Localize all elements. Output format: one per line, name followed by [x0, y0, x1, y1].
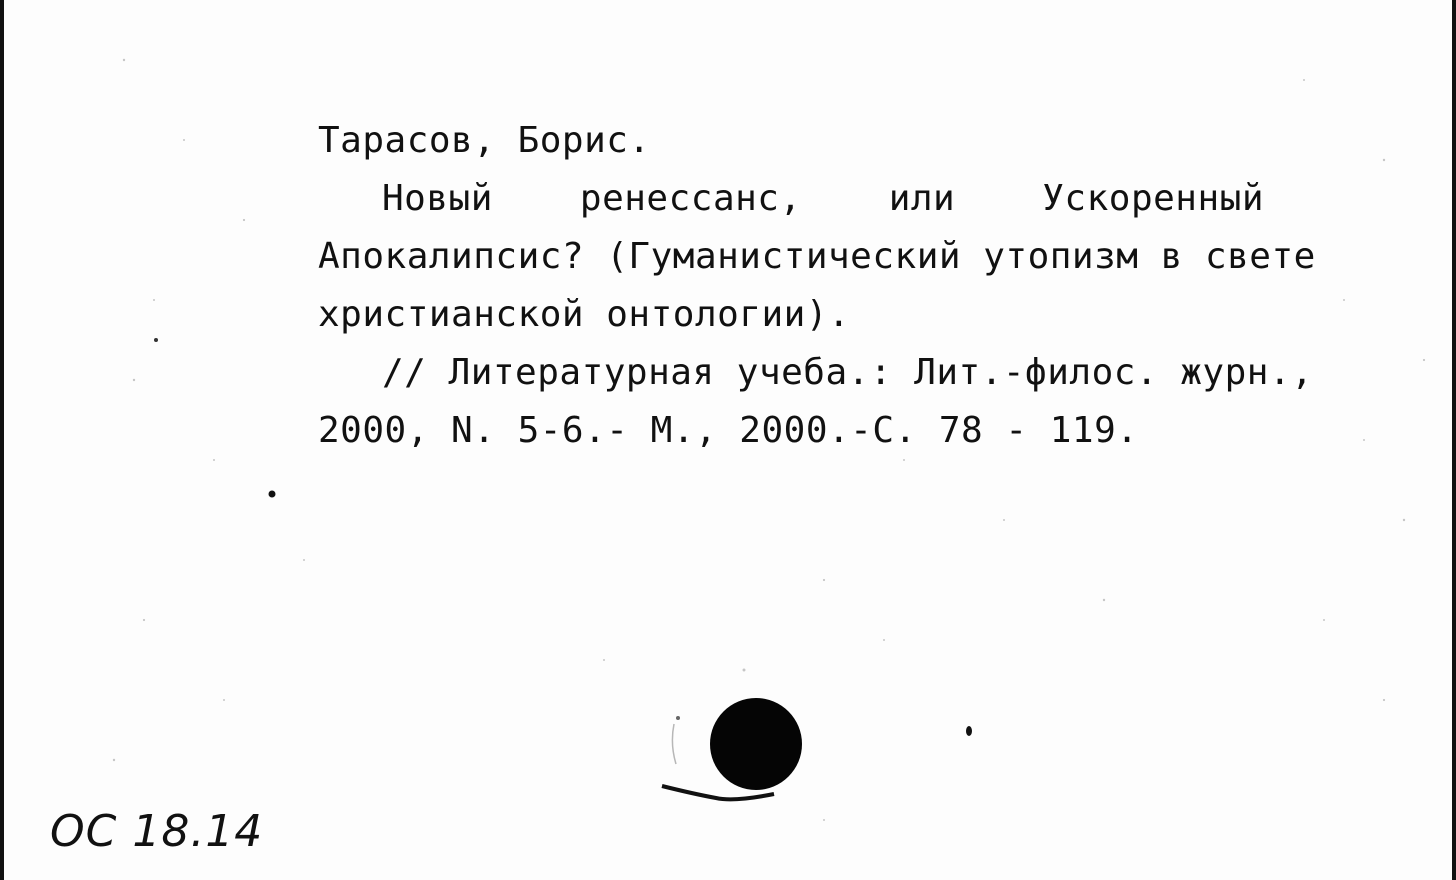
source-line-2: 2000, N. 5-6.- М., 2000.-С. 78 - 119. — [318, 410, 1139, 451]
punch-hole — [654, 694, 824, 814]
title-line-3: христианской онтологии). — [318, 294, 851, 335]
author-line: Тарасов, Борис. — [318, 120, 651, 161]
shelfmark-handwritten: ОС 18.14 — [50, 806, 264, 857]
source-line-1: // Литературная учеба.: Лит.-филос. журн., — [382, 352, 1314, 393]
bibliographic-entry — [318, 112, 1316, 460]
title-word: Новый — [382, 178, 493, 219]
title-line-1 — [318, 170, 1264, 228]
title-word: ренессанс, — [579, 178, 802, 219]
title-word: или — [888, 178, 956, 219]
title-word: Ускоренный — [1042, 178, 1264, 219]
title-line-2: Апокалипсис? (Гуманистический утопизм в свете — [318, 236, 1316, 277]
